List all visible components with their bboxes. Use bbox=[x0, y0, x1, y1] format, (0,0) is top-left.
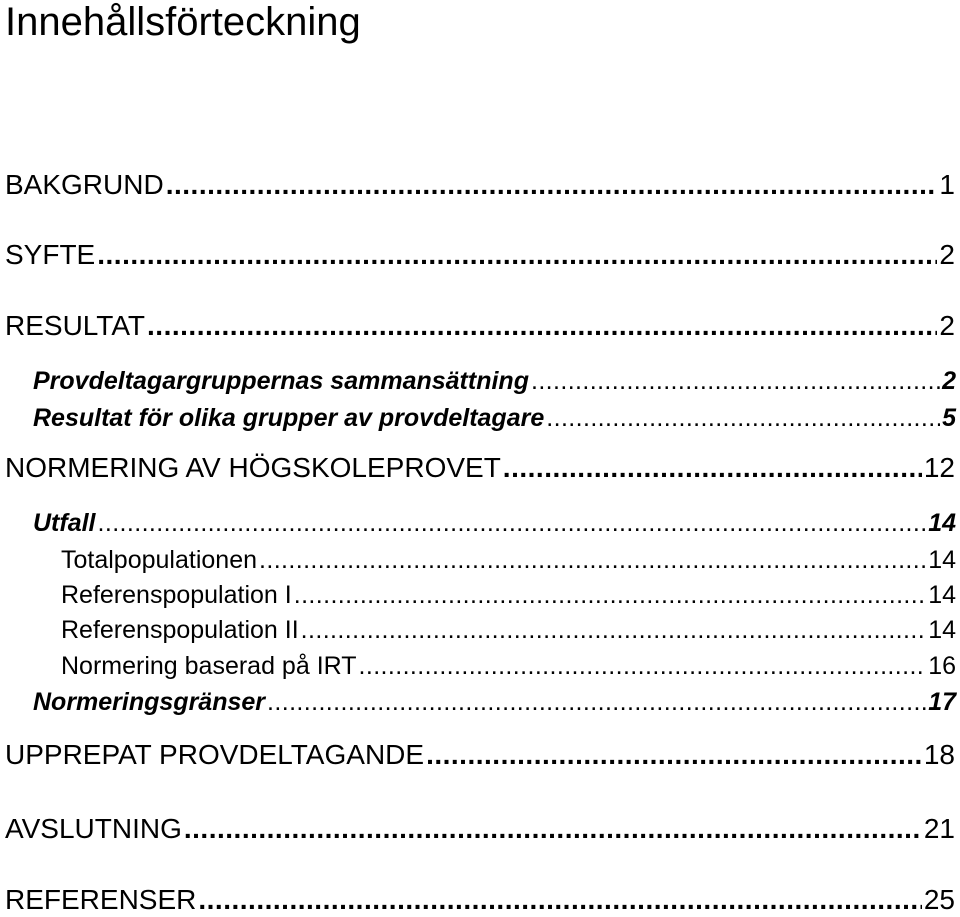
toc-dot-leader bbox=[294, 580, 926, 610]
toc-page-number: 14 bbox=[928, 581, 956, 609]
toc-page-number: 17 bbox=[928, 688, 956, 716]
toc-page-number: 5 bbox=[942, 404, 956, 432]
toc-page-number: 18 bbox=[923, 739, 955, 770]
toc-entry-label: Referenspopulation I bbox=[61, 581, 292, 609]
toc-entry-label: Normering baserad på IRT bbox=[61, 652, 357, 680]
toc-entry-totalpopulationen[interactable] bbox=[61, 545, 956, 575]
toc-entry-provdeltagargrupper[interactable] bbox=[33, 366, 956, 396]
toc-entry-label: Referenspopulation II bbox=[61, 616, 299, 644]
toc-entry-utfall[interactable] bbox=[33, 508, 956, 538]
toc-dot-leader bbox=[426, 738, 922, 772]
toc-entry-label: AVSLUTNING bbox=[5, 813, 182, 844]
toc-dot-leader bbox=[147, 309, 937, 343]
toc-entry-label: BAKGRUND bbox=[5, 169, 164, 200]
toc-page-number: 12 bbox=[923, 452, 955, 483]
toc-entry-resultat[interactable] bbox=[5, 309, 955, 343]
toc-dot-leader bbox=[166, 168, 938, 202]
toc-dot-leader bbox=[531, 366, 940, 396]
toc-page-number: 14 bbox=[928, 616, 956, 644]
toc-dot-leader bbox=[198, 883, 921, 917]
toc-dot-leader bbox=[259, 545, 926, 575]
toc-dot-leader bbox=[97, 238, 937, 272]
toc-entry-normeringsgranser[interactable] bbox=[33, 687, 956, 717]
toc-dot-leader bbox=[301, 615, 927, 645]
toc-entry-label: Utfall bbox=[33, 509, 96, 537]
toc-entry-normering-irt[interactable] bbox=[61, 651, 956, 681]
page-title: Innehållsförteckning bbox=[5, 0, 361, 44]
toc-entry-upprepat[interactable] bbox=[5, 738, 955, 772]
toc-dot-leader bbox=[503, 451, 922, 485]
toc-dot-leader bbox=[184, 812, 922, 846]
toc-entry-bakgrund[interactable] bbox=[5, 168, 955, 202]
toc-dot-leader bbox=[546, 403, 940, 433]
toc-entry-label: Resultat för olika grupper av provdeltagare bbox=[33, 404, 545, 432]
toc-page-number: 21 bbox=[923, 813, 955, 844]
toc-entry-label: Totalpopulationen bbox=[61, 546, 257, 574]
toc-entry-referenspopulation-1[interactable] bbox=[61, 580, 956, 610]
toc-page-number: 1 bbox=[939, 169, 955, 200]
toc-entry-label: RESULTAT bbox=[5, 310, 146, 341]
toc-entry-avslutning[interactable] bbox=[5, 812, 955, 846]
toc-page-number: 14 bbox=[928, 509, 956, 537]
toc-dot-leader bbox=[98, 508, 927, 538]
toc-page-number: 2 bbox=[939, 239, 955, 270]
toc-entry-label: Provdeltagargruppernas sammansättning bbox=[33, 367, 529, 395]
toc-entry-normering[interactable] bbox=[5, 451, 955, 485]
toc-entry-label: SYFTE bbox=[5, 239, 96, 270]
toc-entry-label: UPPREPAT PROVDELTAGANDE bbox=[5, 739, 425, 770]
toc-page-number: 16 bbox=[928, 652, 956, 680]
toc-page-number: 14 bbox=[928, 546, 956, 574]
toc-page-number: 2 bbox=[939, 310, 955, 341]
toc-entry-syfte[interactable] bbox=[5, 238, 955, 272]
toc-dot-leader bbox=[267, 687, 926, 717]
toc-entry-referenser[interactable] bbox=[5, 883, 955, 917]
toc-entry-referenspopulation-2[interactable] bbox=[61, 615, 956, 645]
toc-page-number: 25 bbox=[923, 884, 955, 915]
toc-page-number: 2 bbox=[942, 367, 956, 395]
toc-dot-leader bbox=[359, 651, 927, 681]
toc-entry-label: Normeringsgränser bbox=[33, 688, 266, 716]
toc-entry-label: REFERENSER bbox=[5, 884, 197, 915]
toc-entry-resultat-grupper[interactable] bbox=[33, 403, 956, 433]
toc-entry-label: NORMERING AV HÖGSKOLEPROVET bbox=[5, 452, 501, 483]
